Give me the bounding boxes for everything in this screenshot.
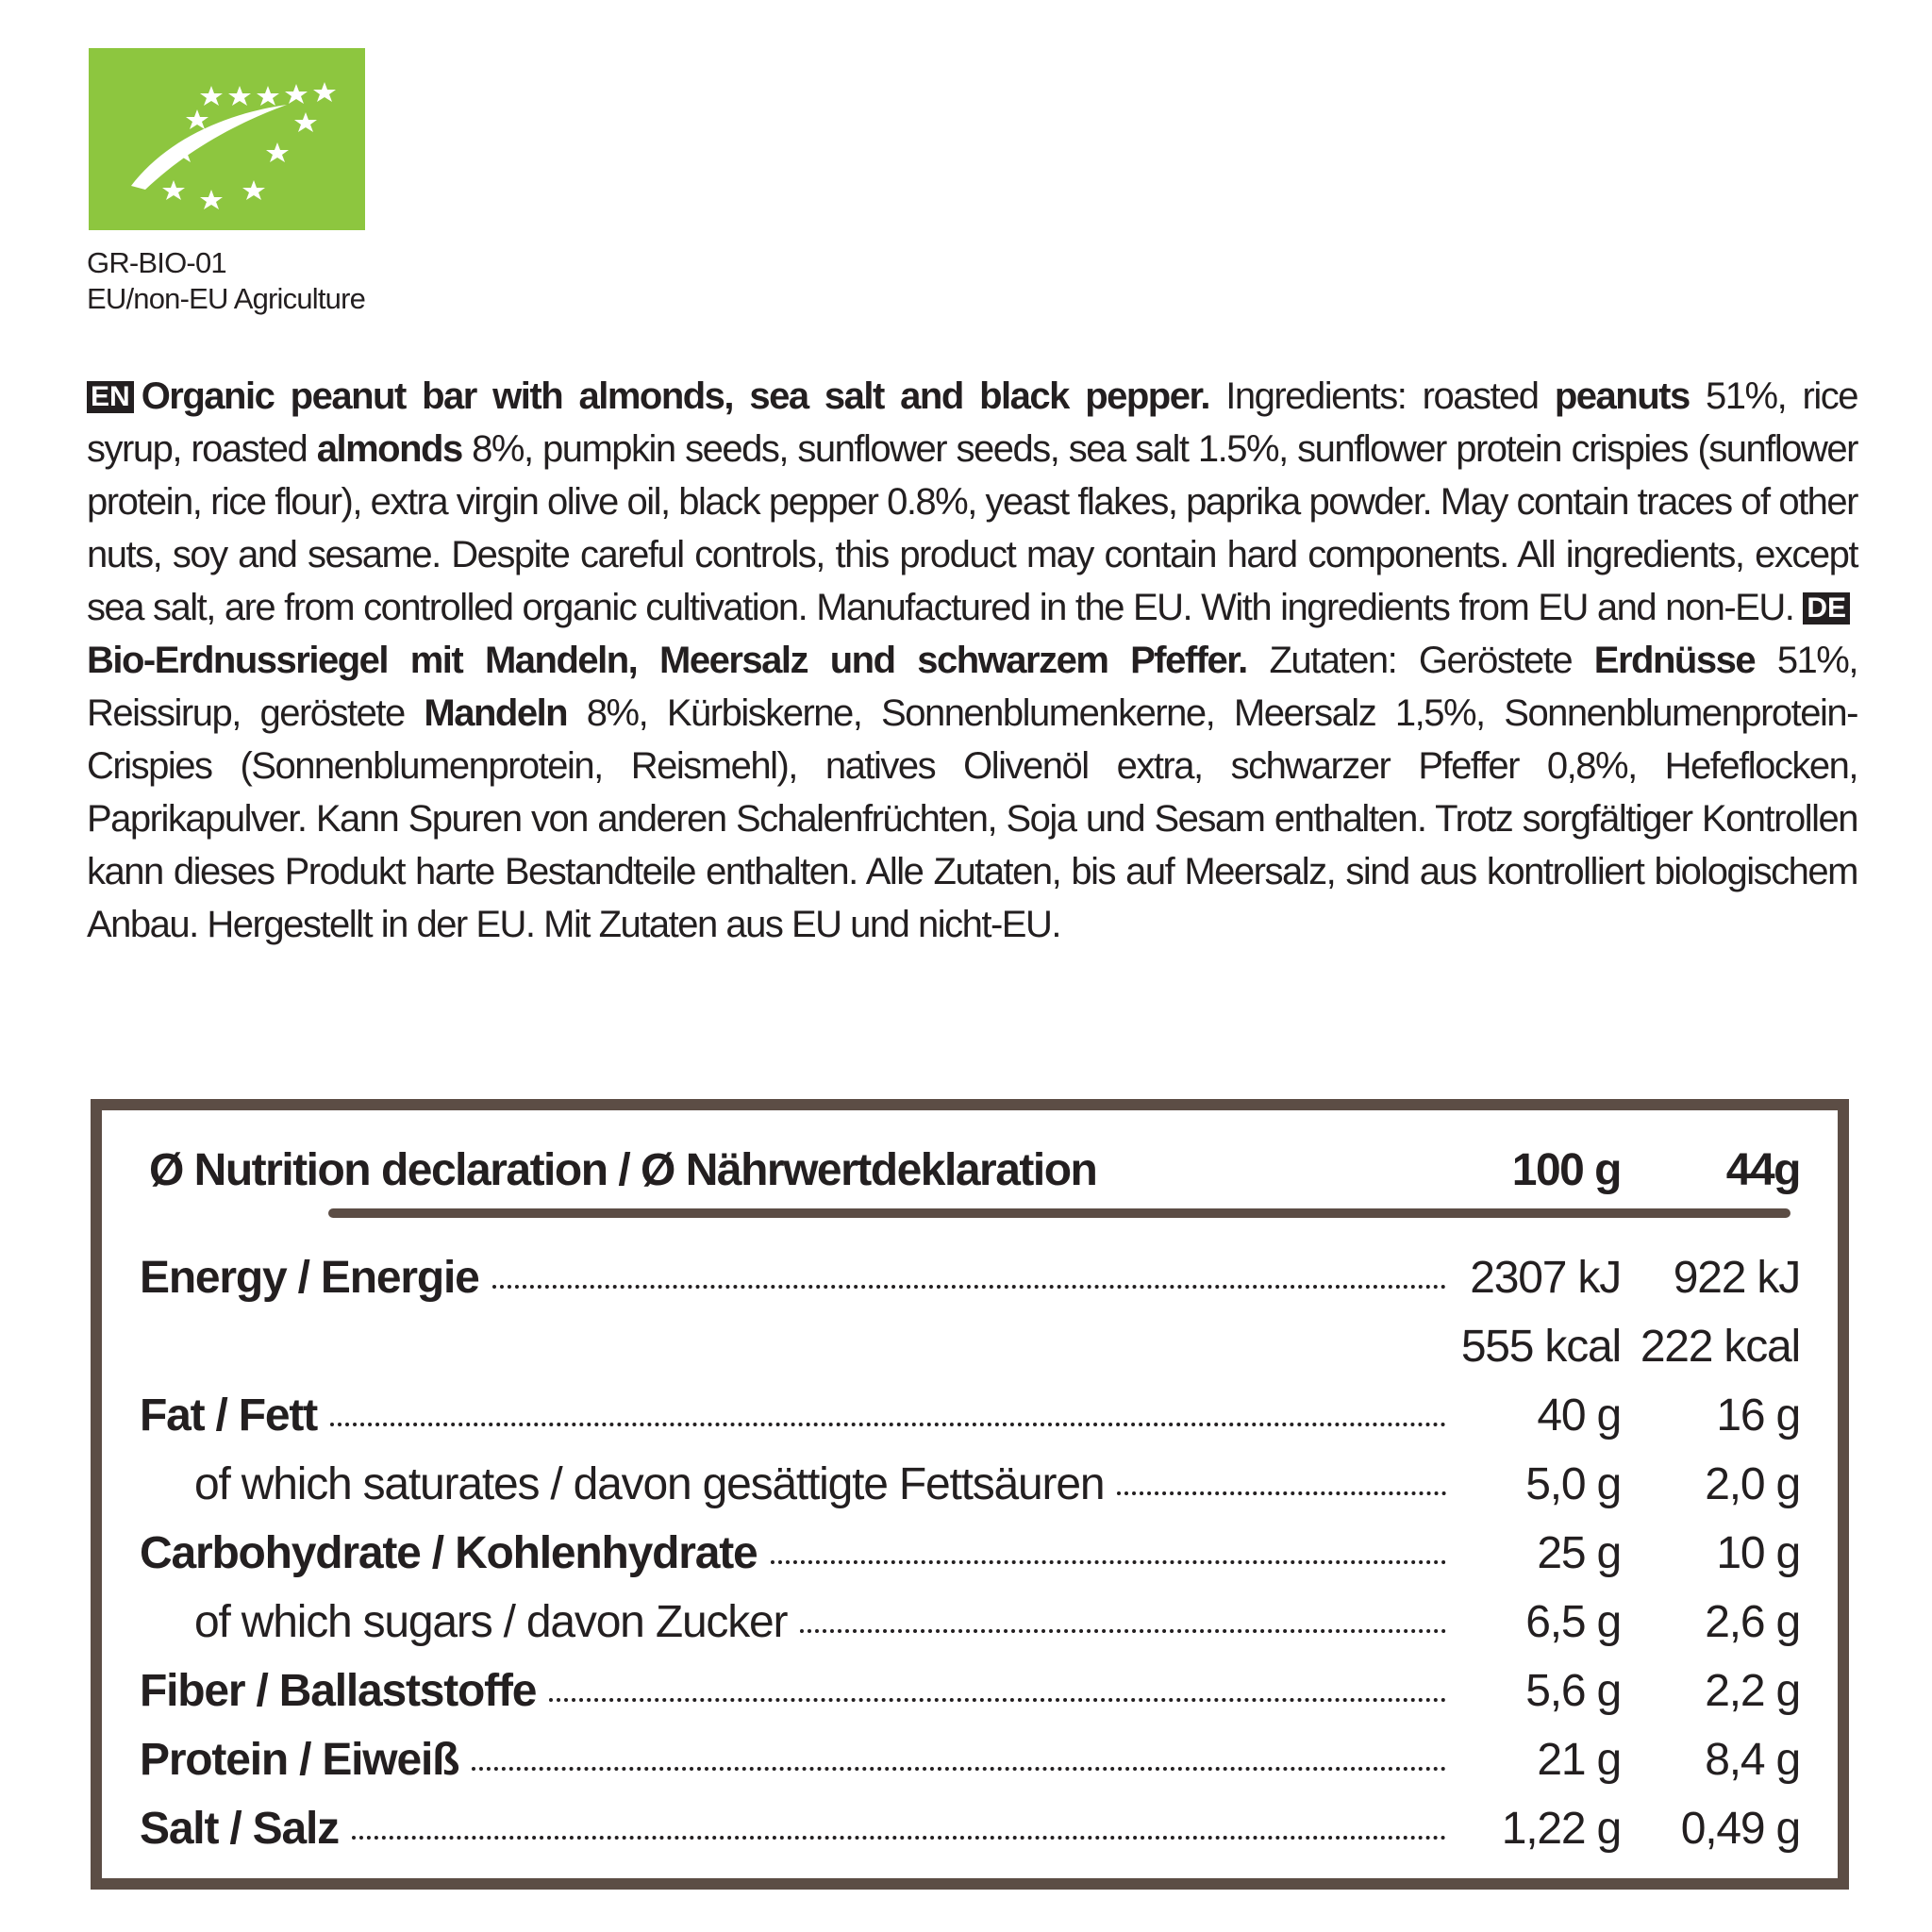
value-100g: 5,0 g [1520, 1458, 1621, 1510]
dot-leader [472, 1734, 1446, 1771]
nutrient-label: Energy / Energie [140, 1252, 492, 1304]
ingredients-de-part1: Zutaten: Geröstete [1246, 640, 1594, 681]
value-portion: 2,6 g [1705, 1597, 1800, 1647]
nutrient-label: Carbohydrate / Kohlenhydrate [140, 1527, 771, 1579]
value-100g: 555 kcal [1456, 1321, 1621, 1373]
value-portion: 0,49 g [1680, 1804, 1800, 1854]
dot-leader [800, 1596, 1446, 1633]
dot-leader [352, 1803, 1446, 1840]
nutrition-row-fat [140, 1382, 1800, 1451]
nutrition-row-fiber [140, 1657, 1800, 1726]
nutrient-label: Salt / Salz [140, 1803, 352, 1855]
value-portion: 2,0 g [1705, 1459, 1800, 1509]
nutrition-row-energy-kcal [140, 1313, 1800, 1382]
nutrition-row-energy-kj [140, 1244, 1800, 1313]
allergen-erdnuesse: Erdnüsse [1593, 640, 1756, 681]
nutrition-row-saturates [140, 1451, 1800, 1520]
dot-leader [1117, 1458, 1446, 1495]
allergen-peanuts: peanuts [1554, 375, 1690, 417]
ingredients-de-part2: 51%, Reissirup, geröstete [87, 640, 1857, 734]
nutrient-label: Fiber / Ballaststoffe [140, 1665, 549, 1717]
value-portion: 222 kcal [1640, 1322, 1800, 1372]
value-100g: 21 g [1531, 1734, 1621, 1786]
dot-leader [549, 1665, 1446, 1702]
certification-code: GR-BIO-01 [87, 246, 226, 279]
ingredients-de-part3: 8%, Kürbiskerne, Sonnenblumenkerne, Meersalz 1,5%, Sonnenblumenprotein-Crispies (Sonnenblumenprotein, Reismehl), natives Olivenöl extra, schwarzer Pfeffer 0,8%, Hefeflocken, Paprikapulver. Kann Spuren von anderen Schalenfrüchten, Soja und Sesam enthalten. Trotz sorgfältiger Kontrollen kann dieses Produkt harte Bestandteile enthalten. Alle Zutaten, bis auf Meersalz, sind aus kontrolliert biologischem Anbau. Hergestellt in der EU. Mit Zutaten aus EU und nicht-EU. [87, 692, 1857, 945]
nutrient-label: of which sugars / davon Zucker [194, 1596, 800, 1648]
nutrition-rows [140, 1244, 1800, 1864]
ingredients-en-part1: Ingredients: roasted [1208, 375, 1555, 417]
product-title-en: Organic peanut bar with almonds, sea salt and black pepper. [141, 375, 1209, 417]
ingredients-text [87, 370, 1857, 951]
value-portion: 8,4 g [1705, 1735, 1800, 1785]
nutrition-header [149, 1135, 1800, 1201]
value-portion: 10 g [1716, 1528, 1800, 1578]
ingredients-en-part2: 51%, rice syrup, roasted [87, 375, 1857, 470]
value-100g: 5,6 g [1520, 1665, 1621, 1717]
agriculture-origin: EU/non-EU Agriculture [87, 282, 366, 315]
column-header-portion: 44g [1725, 1145, 1800, 1195]
value-100g: 40 g [1531, 1390, 1621, 1441]
nutrient-label: Fat / Fett [140, 1390, 330, 1441]
nutrition-row-protein [140, 1726, 1800, 1795]
nutrient-label: of which saturates / davon gesättigte Fettsäuren [194, 1458, 1117, 1510]
nutrient-label: Protein / Eiweiß [140, 1734, 472, 1786]
eu-organic-logo [89, 48, 365, 230]
dot-leader [330, 1390, 1446, 1426]
product-title-de: Bio-Erdnussriegel mit Mandeln, Meersalz und schwarzem Pfeffer. [87, 640, 1247, 681]
value-portion: 16 g [1716, 1391, 1800, 1441]
ingredients-en-part3: 8%, pumpkin seeds, sunflower seeds, sea salt 1.5%, sunflower protein crispies (sunflower protein, rice flour), extra virgin olive oil, black pepper 0.8%, yeast flakes, paprika powder. May contain traces of other nuts, soy and sesame. Despite careful controls, this product may contain hard components. All ingredients, except sea salt, are from controlled organic cultivation. Manufactured in the EU. With ingredients from EU and non-EU. [87, 428, 1857, 628]
column-header-100g: 100 g [1511, 1145, 1621, 1195]
nutrition-row-carbohydrate [140, 1520, 1800, 1589]
value-portion: 2,2 g [1705, 1666, 1800, 1716]
nutrition-row-sugars [140, 1589, 1800, 1657]
eu-organic-leaf-icon [89, 48, 365, 230]
allergen-mandeln: Mandeln [424, 692, 568, 734]
dot-leader [771, 1527, 1446, 1564]
allergen-almonds: almonds [316, 428, 462, 470]
language-badge-de: DE [1803, 592, 1850, 625]
value-portion: 922 kJ [1673, 1253, 1800, 1303]
certification-info [87, 245, 365, 317]
value-100g: 6,5 g [1520, 1596, 1621, 1648]
value-100g: 25 g [1531, 1527, 1621, 1579]
nutrition-row-salt [140, 1795, 1800, 1864]
value-100g: 1,22 g [1496, 1803, 1621, 1855]
value-100g: 2307 kJ [1464, 1252, 1621, 1304]
nutrition-title: Ø Nutrition declaration / Ø Nährwertdeklaration [149, 1145, 1097, 1195]
dot-leader [492, 1252, 1446, 1289]
header-divider [328, 1208, 1790, 1218]
language-badge-en: EN [87, 381, 134, 413]
nutrition-table [91, 1099, 1849, 1890]
